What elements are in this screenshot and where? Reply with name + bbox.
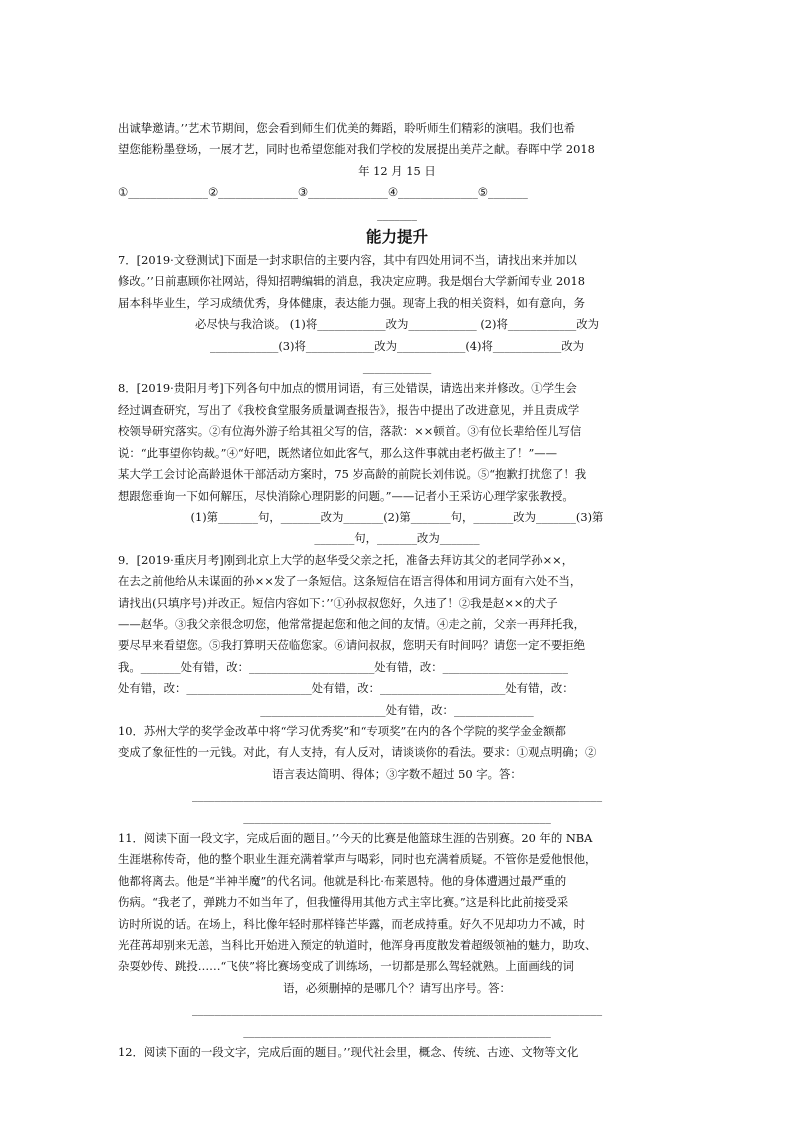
continuation-line: 出诚挚邀请。’’艺术节期间，您会看到师生们优美的舞蹈，聆听师生们精彩的演唱。我们也希 — [118, 121, 576, 135]
question-line: 我。_______处有错，改：______________________处有错，改：______________________ — [118, 659, 568, 674]
question-line: 生涯堪称传奇，他的整个职业生涯充满着掌声与喝彩，同时也充满着质疑。不管你是爱他恨他， — [118, 852, 597, 867]
question-line: 9．[2019·重庆月考]刚到北京上大学的赵华受父亲之托，准备去拜访其父的老同学孙××， — [118, 552, 574, 567]
question-line: 11．阅读下面一段文字，完成后面的题目。’’今天的比赛是他篮球生涯的告别赛。20 年的 NBA — [118, 831, 593, 845]
question-line: 12．阅读下面的一段文字，完成后面的题目。’’现代社会里，概念、传统、古迹、文物等文化 — [118, 1045, 579, 1060]
question-line: 光荏苒却别来无恙，当科比开始进入预定的轨道时，他浑身再度散发着超级领袖的魅力，助攻、 — [118, 938, 597, 953]
question-7 — [118, 250, 676, 378]
question-line: 10．苏州大学的奖学金改革中将“学习优秀奖”和“专项奖”在内的各个学院的奖学金金额都 — [118, 723, 566, 738]
question-line: ____________(3)将____________改为____________(4)将____________改为 — [210, 338, 584, 353]
question-line: 7．[2019·文登测试]下面是一封求职信的主要内容，其中有四处用词不当，请找出来并加以 — [118, 253, 577, 268]
section-title: 能力提升 — [365, 228, 428, 247]
question-line: 访时所说的话。在场上，科比像年轻时那样锋芒毕露，而老成持重。好久不见却功力不减，时 — [118, 916, 586, 931]
answer-line: ________________________________________________________________________ — [191, 788, 603, 803]
answer-blanks: ①______________②______________③______________④______________⑤_______ — [118, 185, 528, 200]
question-9 — [118, 550, 676, 721]
question-line: 届本科毕业生，学习成绩优秀，身体健康，表达能力强。现寄上我的相关资料，如有意向，务 — [118, 295, 586, 310]
answer-line: ______________________________________________________ — [243, 809, 551, 824]
answer-line: ________________________________________________________________________ — [191, 1002, 603, 1017]
continuation-line: 望您能粉墨登场，一展才艺，同时也希望您能对我们学校的发展提出美芹之献。春晖中学 2018 — [118, 142, 595, 157]
content-column — [118, 118, 676, 1063]
question-line: 某大学工会讨论高龄退休干部活动方案时，75 岁高龄的前院长刘伟说。⑤“抱歉打扰您了！我 — [118, 467, 587, 482]
question-line: 必尽快与我洽谈。 (1)将____________改为____________ (2)将____________改为 — [194, 317, 599, 332]
answer-line: ______________________________________________________ — [243, 1023, 551, 1038]
question-line: 校领导研究落实。②有位海外游子给其祖父写的信，落款：××顿首。③有位长辈给侄儿写信 — [118, 424, 582, 439]
question-line: ______________________处有错，改：______________ — [260, 702, 534, 717]
question-line: ——赵华。③我父亲很念叨您，他常常提起您和他之间的友情。④走之前，父亲一再拜托我， — [118, 616, 586, 631]
continuation-date: 年 12 月 15 日 — [358, 163, 436, 178]
question-line: 他都将离去。他是“半神半魔”的代名词。他就是科比·布莱恩特。他的身体遭遇过最严重的 — [118, 873, 567, 888]
question-line: 在去之前他给从未谋面的孙××发了一条短信。这条短信在语言得体和用词方面有六处不当， — [118, 574, 582, 589]
question-line: 变成了象征性的一元钱。对此，有人支持，有人反对，请谈谈你的看法。要求：①观点明确；② — [118, 745, 597, 760]
question-line: _______句，_______改为_______ — [314, 531, 480, 546]
question-line: 语言表达简明、得体；③字数不超过 50 字。答： — [272, 766, 522, 781]
answer-blanks-tail: _______ — [377, 206, 417, 221]
question-line: 要尽早来看望您。⑤我打算明天莅临您家。⑥请问叔叔，您明天有时间吗？请您一定不要拒绝 — [118, 638, 586, 653]
question-line: (1)第_______句，_______改为_______(2)第_______句，_______改为_______(3)第 — [190, 509, 604, 524]
question-line: 语，必须删掉的是哪几个？请写出序号。答： — [283, 980, 511, 995]
question-10 — [118, 721, 676, 828]
question-8 — [118, 378, 676, 549]
question-line: ____________ — [362, 360, 432, 375]
question-line: 杂耍妙传、跳投……“飞侠”将比赛场变成了训练场，一切都是那么驾轻就熟。上面画线的词 — [118, 959, 574, 974]
question-line: 处有错，改：______________________处有错，改：______________________处有错，改： — [118, 681, 574, 696]
question-11 — [118, 828, 676, 1042]
question-line: 伤病。“我老了，弹跳力不如当年了，但我懂得用其他方式主宰比赛。”这是科比此前接受采 — [118, 895, 569, 910]
question-line: 想跟您垂询一下如何解压，尽快消除心理阴影的问题。”——记者小王采访心理学家张教授。 — [118, 488, 574, 503]
question-line: 8．[2019·贵阳月考]下列各句中加点的惯用词语，有三处错误，请选出来并修改。①学生会 — [118, 381, 577, 396]
question-line: 经过调查研究，写出了《我校食堂服务质量调查报告》，报告中提出了改进意见，并且责成学 — [118, 402, 580, 417]
question-12 — [118, 1042, 676, 1063]
question-line: 修改。’’日前惠顾你社网站，得知招聘编辑的消息，我决定应聘。我是烟台大学新闻专业 2018 — [118, 274, 585, 289]
question-line: 请找出(只填序号)并改正。短信内容如下：’’①孙叔叔您好，久违了！②我是赵××的犬子 — [118, 595, 558, 610]
question-line: 说：“此事望你钧裁。”④“好吧，既然诸位如此客气，那么这件事就由老朽做主了！”—— — [118, 445, 558, 460]
